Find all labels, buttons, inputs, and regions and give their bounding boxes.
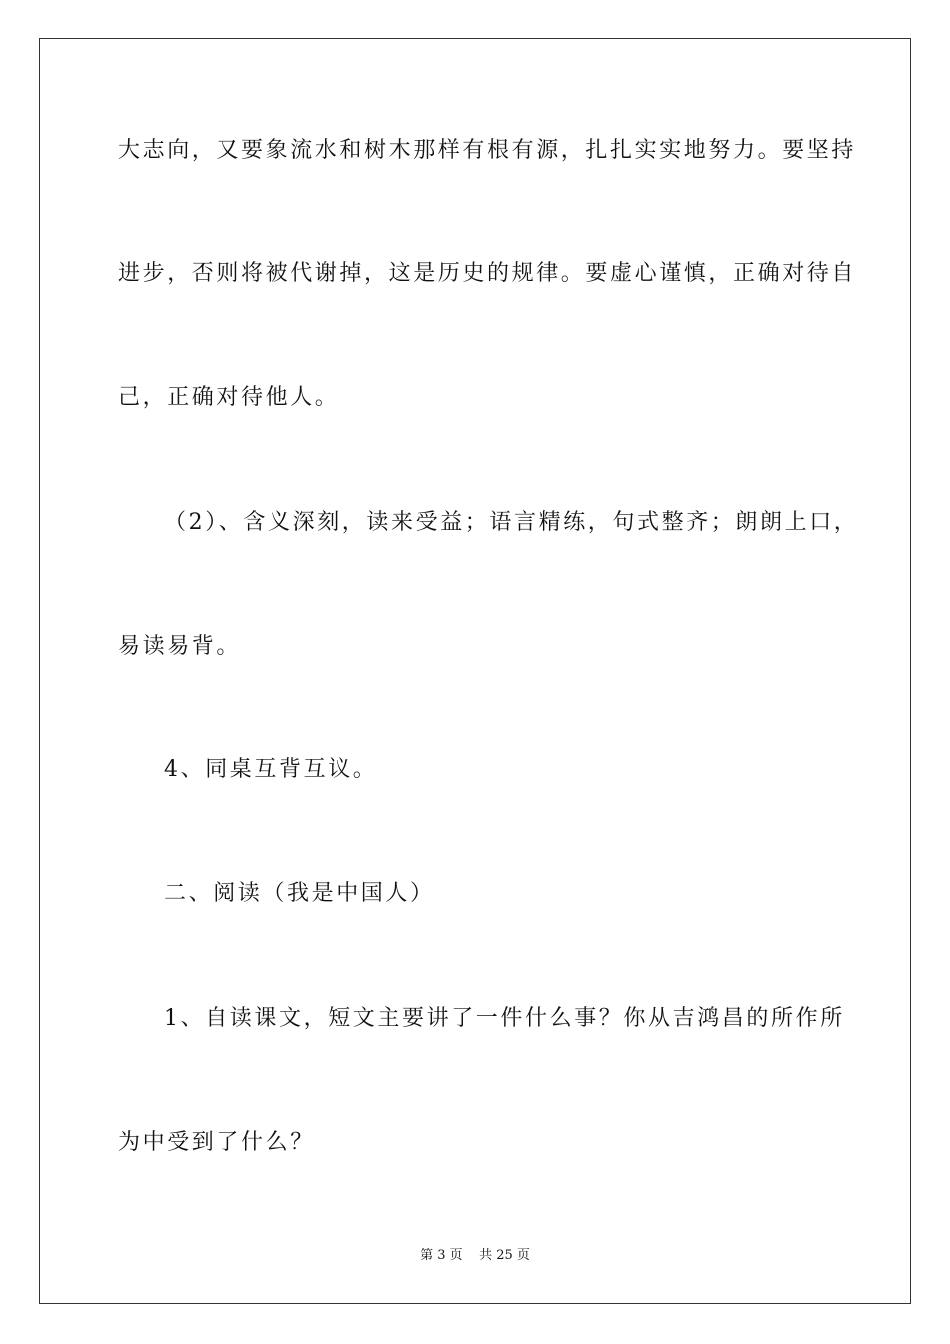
page-frame: [39, 38, 911, 1304]
paragraph-line: 大志向，又要象流水和树木那样有根有源，扎扎实实地努力。要坚持: [118, 138, 857, 163]
section-heading: 二、阅读（我是中国人）: [164, 881, 435, 906]
page-number-footer: 第 3 页 共 25 页: [420, 1248, 530, 1263]
paragraph-line: 易读易背。: [118, 634, 242, 659]
paragraph-line: 4、同桌互背互议。: [164, 757, 378, 782]
paragraph-line: 1、自读课文，短文主要讲了一件什么事？你从吉鸿昌的所作所: [164, 1006, 845, 1031]
paragraph-line: 进步，否则将被代谢掉，这是历史的规律。要虚心谨慎，正确对待自: [118, 261, 857, 286]
paragraph-line: 己，正确对待他人。: [118, 385, 340, 410]
paragraph-line: 为中受到了什么？: [118, 1130, 315, 1155]
paragraph-line: （2）、含义深刻，读来受益；语言精练，句式整齐；朗朗上口，: [164, 510, 859, 535]
